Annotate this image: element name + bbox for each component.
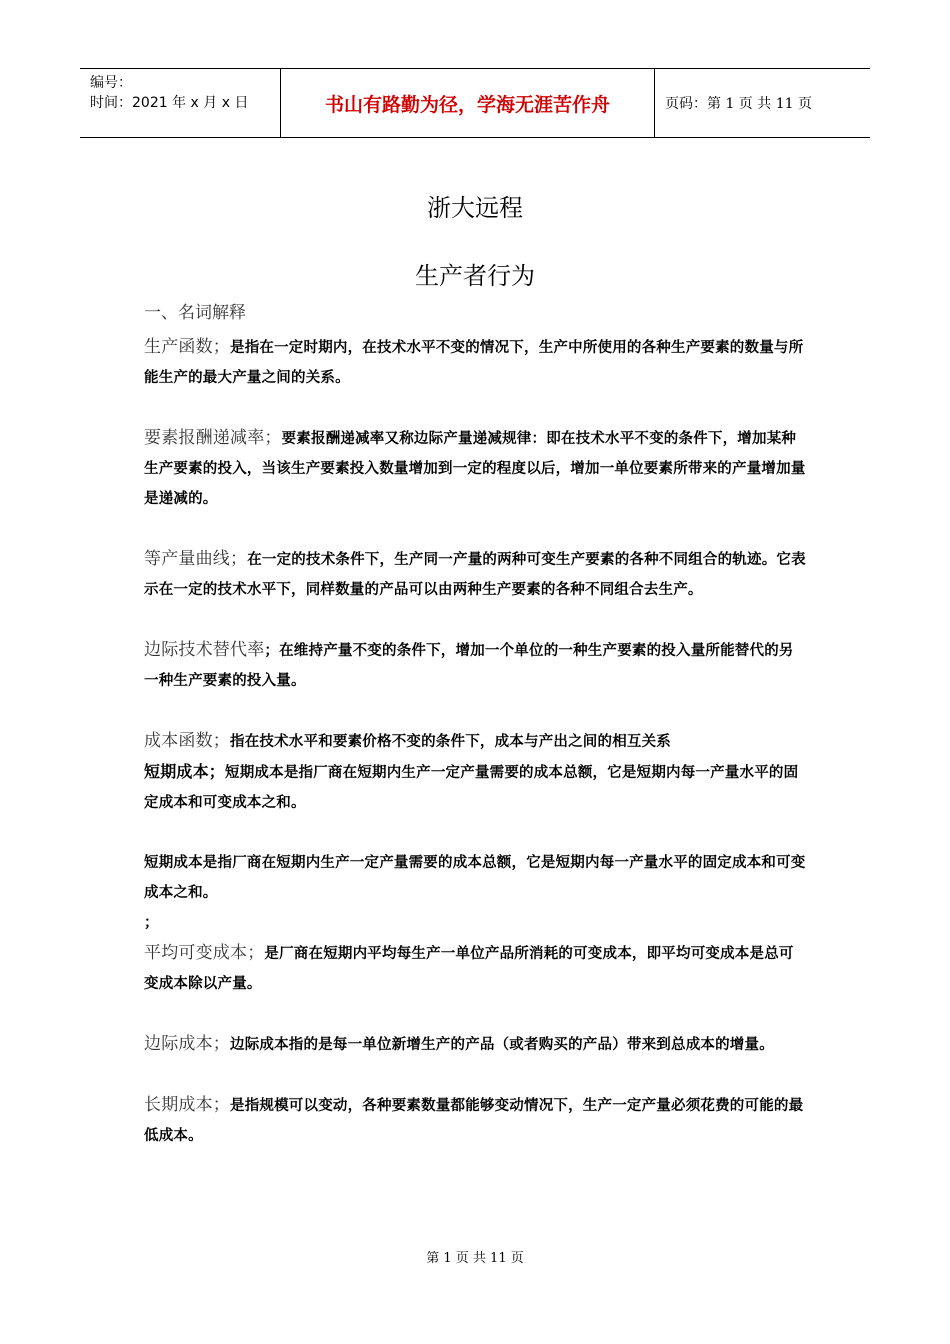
entry-avc — [144, 938, 808, 999]
entry-mrts — [144, 635, 808, 696]
entry-term: 平均可变成本； — [144, 943, 265, 963]
entry-text: 边际成本指的是每一单位新增生产的产品（或者购买的产品）带来到总成本的增量。 — [230, 1037, 774, 1053]
entry-production-function — [144, 332, 808, 393]
header-meta — [80, 69, 281, 137]
entry-text: 在一定的技术条件下，生产同一产量的两种可变生产要素的各种不同组合的轨迹。它表示在一定的技术水平下，同样数量的产品可以由两种生产要素的各种不同组合去生产。 — [144, 552, 806, 598]
entry-term: 等产量曲线； — [144, 549, 248, 569]
document-title: 浙大远程 — [427, 194, 523, 222]
entry-text: 指在技术水平和要素价格不变的条件下，成本与产出之间的相互关系 — [230, 734, 671, 750]
section-heading: 一、名词解释 — [144, 303, 246, 323]
entry-text: 是指在一定时期内，在技术水平不变的情况下，生产中所使用的各种生产要素的数量与所能生产的最大产量之间的关系。 — [144, 340, 804, 386]
header-page-info — [655, 69, 870, 137]
entry-text: 是厂商在短期内平均每生产一单位产品所消耗的可变成本，即平均可变成本是总可变成本除以产量。 — [144, 946, 794, 992]
entry-term: 边际技术替代率 — [144, 640, 265, 660]
entry-diminishing-returns — [144, 423, 808, 514]
entry-term: 要素报酬递减率； — [144, 428, 282, 448]
entry-short-run-cost-repeat — [144, 848, 808, 908]
entry-text: ；在维持产量不变的条件下，增加一个单位的一种生产要素的投入量所能替代的另一种生产要素的投入量。 — [144, 643, 794, 689]
entry-text: 短期成本是指厂商在短期内生产一定产量需要的成本总额，它是短期内每一产量水平的固定成本和可变成本之和。 — [144, 765, 799, 811]
entry-term: 生产函数； — [144, 337, 230, 357]
entry-text: ； — [144, 915, 159, 931]
entry-text: 短期成本是指厂商在短期内生产一定产量需要的成本总额，它是短期内每一产量水平的固定成本和可变成本之和。 — [144, 855, 806, 901]
time-label: 时间：2021 年 x 月 x 日 — [90, 95, 249, 111]
motto: 书山有路勤为径，学海无涯苦作舟 — [324, 93, 610, 116]
document-body — [144, 300, 808, 1151]
entry-marginal-cost — [144, 1029, 808, 1060]
entry-term: 边际成本； — [144, 1034, 230, 1054]
entry-semicolon — [144, 908, 808, 938]
entry-term: 成本函数； — [144, 731, 230, 751]
number-label: 编号： — [90, 75, 132, 91]
entry-text: 要素报酬递减率又称边际产量递减规律：即在技术水平不变的条件下，增加某种生产要素的投入，当该生产要素投入数量增加到一定的程度以后，增加一单位要素所带来的产量增加量是递减的。 — [144, 431, 806, 507]
entry-isoquant — [144, 544, 808, 605]
entry-short-run-cost — [144, 757, 808, 818]
entry-long-run-cost — [144, 1090, 808, 1151]
entry-term: 短期成本； — [144, 762, 226, 781]
page-header — [80, 68, 870, 138]
entry-text: 是指规模可以变动，各种要素数量都能够变动情况下，生产一定产量必须花费的可能的最低成本。 — [144, 1098, 804, 1144]
entry-cost-function — [144, 726, 808, 757]
entry-term: 长期成本； — [144, 1095, 230, 1115]
header-motto-cell — [281, 69, 655, 137]
page-info: 页码：第 1 页 共 11 页 — [665, 96, 812, 112]
document-subtitle: 生产者行为 — [415, 262, 535, 290]
page-footer: 第 1 页 共 11 页 — [426, 1251, 524, 1266]
